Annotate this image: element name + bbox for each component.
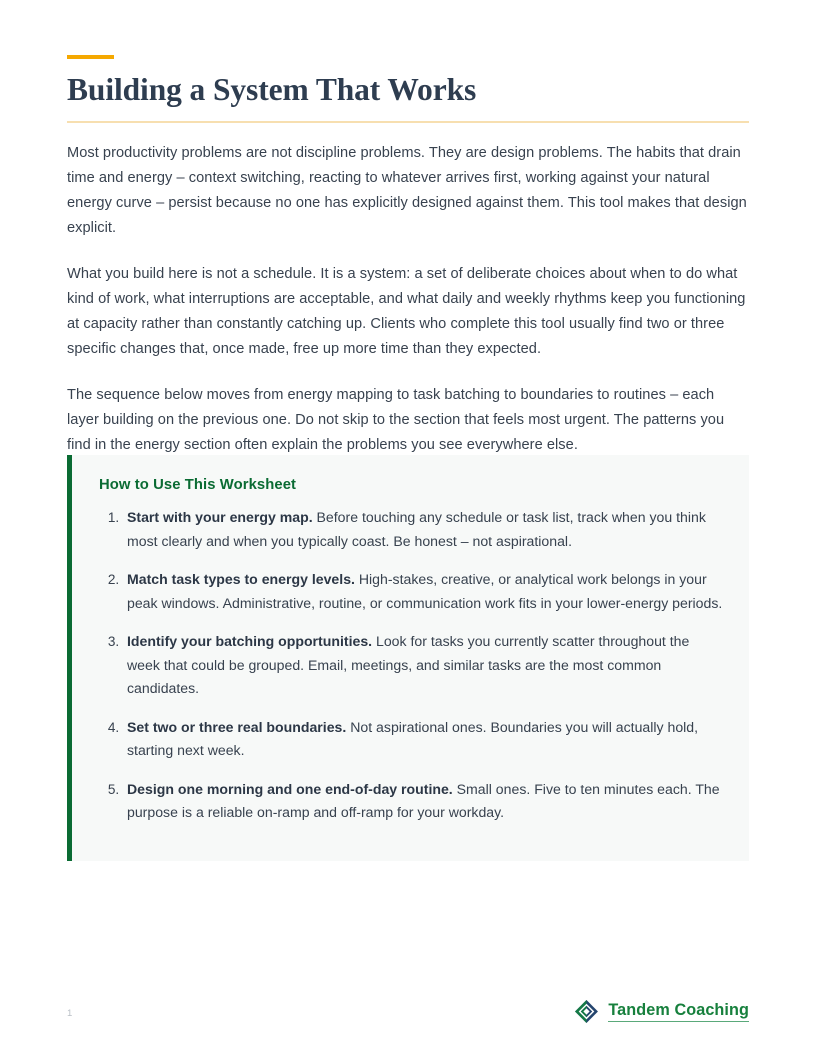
step-lead-text: Design one morning and one end-of-day routine. (127, 780, 453, 797)
brand-footer (574, 999, 749, 1024)
title-divider-rule (67, 121, 749, 123)
list-item (123, 716, 723, 763)
brand-name: Tandem Coaching (608, 1001, 749, 1022)
step-lead-text: Identify your batching opportunities. (127, 633, 373, 649)
intro-paragraph-1: Most productivity problems are not discipline problems. They are design problems. The habits that drain time and energy – context switching, reacting to whatever arrives first, working against your natural energy curve – persist because no one has explicitly designed against them. This tool makes that design explicit. (67, 145, 747, 236)
list-item (123, 568, 723, 615)
step-lead-text: Start with your energy map. (127, 509, 313, 525)
diamond-logo-icon (574, 999, 599, 1024)
callout-heading: How to Use This Worksheet (99, 477, 297, 493)
step-body-text: Look for tasks you currently scatter throughout the week that could be grouped. Email, meetings, and similar tasks are the most common candidates. (127, 633, 690, 696)
steps-list (99, 506, 723, 825)
title-accent-bar (67, 55, 114, 59)
intro-paragraph-3: The sequence below moves from energy mapping to task batching to boundaries to routines – each layer building on the previous one. Do not skip to the section that feels most urgent. The patterns you find in the energy section often explain the problems you see everywhere else. (67, 387, 725, 453)
list-item (123, 630, 723, 701)
callout-content (72, 455, 749, 825)
intro-paragraph-2: What you build here is not a schedule. It is a system: a set of deliberate choices about when to do what kind of work, what interruptions are acceptable, and what daily and weekly rhythms keep you functioning at capacity rather than constantly catching up. Clients who complete this tool usually find two or three specific changes that, once made, free up more time than they expected. (67, 266, 746, 357)
page-number: 1 (67, 1008, 73, 1019)
step-lead-text: Match task types to energy levels. (127, 571, 355, 587)
step-body-text: Before touching any schedule or task list, track when you think most clearly and when you typically coast. Be honest – not aspirational. (127, 509, 706, 549)
step-body-text: Not aspirational ones. Boundaries you will actually hold, starting next week. (127, 718, 699, 758)
step-lead-text: Set two or three real boundaries. (127, 718, 347, 735)
step-body-text: High-stakes, creative, or analytical work belongs in your peak windows. Administrative, routine, or communication work fits in your lower-energy periods. (127, 571, 723, 611)
list-item (123, 506, 723, 553)
list-item (123, 778, 723, 825)
step-body-text: Small ones. Five to ten minutes each. The purpose is a reliable on-ramp and off-ramp for your workday. (127, 780, 720, 820)
intro-body-text (67, 141, 749, 458)
page-title: Building a System That Works (67, 72, 477, 107)
how-to-use-callout (67, 455, 749, 861)
